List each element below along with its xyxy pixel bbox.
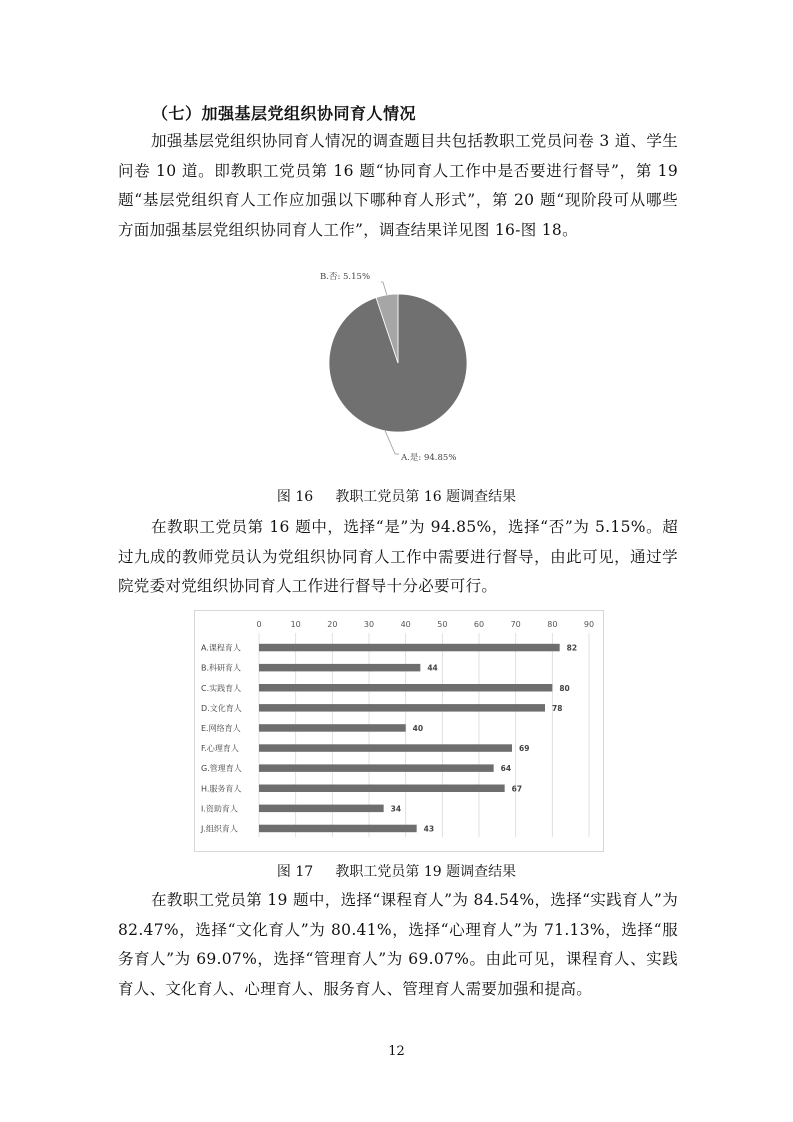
bar-9 bbox=[259, 805, 384, 813]
pie-label-yes: A.是: 94.85% bbox=[401, 453, 457, 463]
bar-category-label: A.课程育人 bbox=[201, 643, 241, 653]
bar-value-label: 67 bbox=[511, 784, 523, 794]
pie-chart-svg bbox=[300, 264, 500, 469]
bar-category-label: E.网络育人 bbox=[201, 723, 241, 733]
bar-value-label: 44 bbox=[427, 663, 438, 673]
pie-label-no: B.否: 5.15% bbox=[320, 272, 371, 282]
bar-x-tick-label: 40 bbox=[400, 620, 411, 629]
bar-category-label: G.管理育人 bbox=[201, 764, 242, 774]
paragraph-fig16-analysis: 在教职工党员第 16 题中，选择“是”为 94.85%，选择“否”为 5.15%。超过九成的教师党员认为党组织协同育人工作中需要进行督导，由此可见，通过学院党委对党组织协同育人工作进行督导十分必要可行。 bbox=[118, 518, 678, 595]
bar-5 bbox=[259, 724, 406, 732]
bar-8 bbox=[259, 785, 505, 793]
bar-category-label: D.文化育人 bbox=[201, 703, 242, 713]
bar-category-label: F.心理育人 bbox=[201, 744, 239, 754]
bar-x-tick-label: 30 bbox=[363, 620, 375, 629]
bar-4 bbox=[259, 704, 545, 712]
bar-7 bbox=[259, 764, 494, 772]
bar-6 bbox=[259, 744, 512, 752]
bar-x-tick-label: 90 bbox=[583, 620, 595, 629]
figure-17-caption: 图 17 教职工党员第 19 题调查结果 bbox=[276, 864, 517, 880]
bar-x-tick-label: 80 bbox=[547, 620, 558, 629]
bar-category-label: I.资助育人 bbox=[201, 804, 238, 814]
paragraph-fig17-analysis: 在教职工党员第 19 题中，选择“课程育人”为 84.54%，选择“实践育人”为 82.47%，选择“文化育人”为 80.41%，选择“心理育人”为 71.13%，选择“服务育人”为 69.07%，选择“管理育人”为 69.07%。由此可见，课程育人、实践育人、文化育人、心理育人、服务育人、管理育人需要加强和提高。 bbox=[118, 891, 678, 998]
bar-value-label: 34 bbox=[390, 804, 402, 814]
bar-x-tick-label: 60 bbox=[473, 620, 485, 629]
bar-chart-svg bbox=[195, 611, 603, 851]
page-number: 12 bbox=[388, 1044, 405, 1059]
pie-leader-yes bbox=[385, 431, 399, 454]
bar-value-label: 78 bbox=[552, 703, 563, 713]
bar-value-label: 69 bbox=[519, 744, 530, 754]
bar-category-label: J.组织育人 bbox=[201, 824, 238, 834]
bar-chart-fig17 bbox=[194, 610, 604, 852]
pie-leader-no bbox=[381, 282, 387, 295]
bar-3 bbox=[259, 684, 552, 692]
bar-x-tick-label: 0 bbox=[256, 620, 262, 629]
bar-category-label: C.实践育人 bbox=[201, 683, 242, 693]
bar-10 bbox=[259, 825, 417, 833]
bar-value-label: 43 bbox=[423, 824, 435, 834]
bar-value-label: 82 bbox=[566, 643, 578, 653]
bar-value-label: 40 bbox=[412, 723, 424, 733]
paragraph-intro: 加强基层党组织协同育人情况的调查题目共包括教职工党员问卷 3 道、学生问卷 10 道。即教职工党员第 16 题“协同育人工作中是否要进行督导”，第 19 题“基层党组织育人工作应加强以下哪种育人形式”，第 20 题“现阶段可从哪些方面加强基层党组织协同育人工作”，调查结果详见图 16-图 18。 bbox=[118, 132, 678, 239]
bar-2 bbox=[259, 664, 420, 672]
bar-value-label: 80 bbox=[559, 683, 570, 693]
bar-1 bbox=[259, 644, 560, 652]
bar-category-label: B.科研育人 bbox=[201, 663, 242, 673]
pie-chart-fig16 bbox=[300, 264, 500, 469]
bar-category-label: H.服务育人 bbox=[201, 784, 242, 794]
section-heading: （七）加强基层党组织协同育人情况 bbox=[152, 104, 417, 123]
figure-16-caption: 图 16 教职工党员第 16 题调查结果 bbox=[276, 489, 517, 505]
bar-x-tick-label: 20 bbox=[327, 620, 338, 629]
bar-x-tick-label: 70 bbox=[510, 620, 521, 629]
bar-value-label: 64 bbox=[500, 764, 512, 774]
bar-x-tick-label: 50 bbox=[437, 620, 448, 629]
bar-x-tick-label: 10 bbox=[290, 620, 301, 629]
